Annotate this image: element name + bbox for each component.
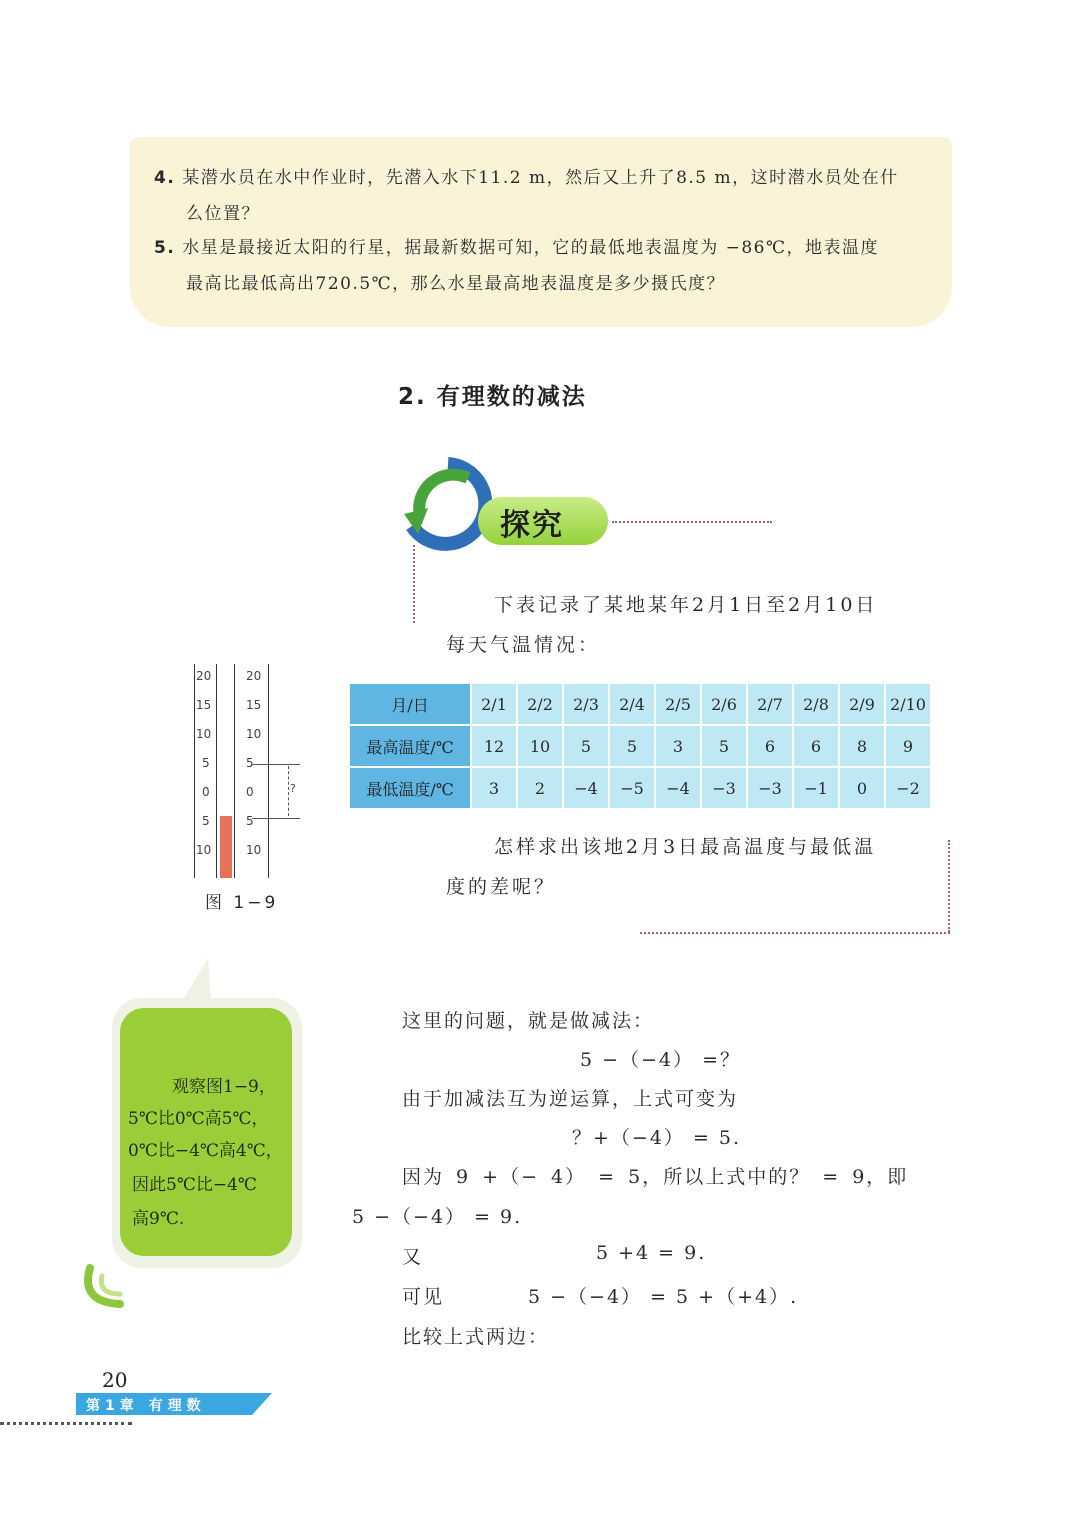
body-line-3: 由于加减法互为逆运算，上式可变为 xyxy=(402,1088,739,1110)
thermometer-mercury xyxy=(220,816,232,878)
body-line-8-expr: 5 −（−4） = 5 +（+4）. xyxy=(528,1286,799,1308)
body-line-9: 比较上式两边： xyxy=(402,1326,550,1348)
table-cell: 0 xyxy=(839,767,885,809)
body-line-2: 5 −（−4） =？ xyxy=(580,1049,742,1071)
thermometer-right-inner xyxy=(234,664,235,878)
gap-label: ? xyxy=(290,782,296,795)
table-cell: −4 xyxy=(655,767,701,809)
table-cell: −3 xyxy=(747,767,793,809)
figure-caption: 图 1−9 xyxy=(205,893,279,913)
thermometer-left-inner xyxy=(216,664,217,878)
table-cell: 3 xyxy=(655,725,701,767)
right-tick: 20 xyxy=(246,669,262,683)
explore-intro-line1: 下表记录了某地某年2月1日至2月10日 xyxy=(494,594,878,616)
table-cell: 9 xyxy=(885,725,931,767)
table-header-cell: 最高温度/℃ xyxy=(349,725,471,767)
thermometer-left-outer xyxy=(194,664,195,878)
table-date-cell: 2/7 xyxy=(747,683,793,725)
table-date-cell: 2/10 xyxy=(885,683,931,725)
table-cell: 5 xyxy=(609,725,655,767)
bubble-line: 因此5℃比−4℃ xyxy=(132,1175,257,1195)
thermometer-right-outer xyxy=(268,664,269,878)
table-cell: −4 xyxy=(563,767,609,809)
gap-bracket-top xyxy=(252,764,300,765)
speech-bubble-fill xyxy=(120,1008,292,1256)
table-date-cell: 2/6 xyxy=(701,683,747,725)
table-cell: 3 xyxy=(471,767,517,809)
body-line-5: 因为 9 +（− 4） = 5，所以上式中的？ = 9，即 xyxy=(402,1166,909,1188)
body-line-8-label: 可见 xyxy=(402,1286,445,1308)
table-cell: −1 xyxy=(793,767,839,809)
table-cell: 5 xyxy=(563,725,609,767)
exercise-4-number: 4. xyxy=(154,168,176,188)
table-header-cell: 月/日 xyxy=(349,683,471,725)
left-tick: 10 xyxy=(196,727,212,741)
table-date-cell: 2/4 xyxy=(609,683,655,725)
table-cell: 10 xyxy=(517,725,563,767)
bubble-line: 0℃比−4℃高4℃， xyxy=(128,1141,283,1161)
dotted-line-left xyxy=(413,545,415,623)
chapter-label: 第1章 有理数 xyxy=(86,1398,206,1414)
footer-dotted-line xyxy=(0,1422,132,1425)
explore-question-line2: 度的差呢？ xyxy=(446,876,557,898)
table-date-cell: 2/1 xyxy=(471,683,517,725)
left-tick: 5 xyxy=(202,756,210,770)
bubble-line: 5℃比0℃高5℃， xyxy=(128,1109,269,1129)
explore-question-line1: 怎样求出该地2月3日最高温度与最低温 xyxy=(494,836,877,858)
dotted-line-right xyxy=(948,840,950,932)
right-tick: 5 xyxy=(246,756,254,770)
bubble-line: 高9℃. xyxy=(132,1209,185,1229)
left-tick: 10 xyxy=(196,843,212,857)
table-date-cell: 2/2 xyxy=(517,683,563,725)
body-line-7-expr: 5 +4 = 9. xyxy=(596,1242,707,1264)
right-tick: 0 xyxy=(246,785,254,799)
table-date-cell: 2/3 xyxy=(563,683,609,725)
right-tick: 10 xyxy=(246,843,262,857)
table-cell: 6 xyxy=(747,725,793,767)
dotted-line-bottom xyxy=(640,932,950,934)
table-date-cell: 2/5 xyxy=(655,683,701,725)
table-date-cell: 2/8 xyxy=(793,683,839,725)
explore-intro-line2: 每天气温情况： xyxy=(446,634,601,656)
body-line-6: 5 −（−4） = 9. xyxy=(352,1206,523,1228)
body-line-1: 这里的问题，就是做减法： xyxy=(402,1010,655,1032)
body-line-7-label: 又 xyxy=(402,1246,424,1268)
table-row xyxy=(349,683,931,725)
table-cell: 6 xyxy=(793,725,839,767)
table-row xyxy=(349,725,931,767)
page-number: 20 xyxy=(102,1368,128,1392)
dotted-line-top xyxy=(612,521,772,523)
left-tick: 20 xyxy=(196,669,212,683)
thermometer-figure xyxy=(186,660,286,880)
exercise-5-line2: 最高比最低高出720.5℃，那么水星最高地表温度是多少摄氏度？ xyxy=(186,274,726,294)
exercise-4-line2: 么位置？ xyxy=(186,204,260,224)
exercise-5-text: 水星是最接近太阳的行星，据最新数据可知，它的最低地表温度为 −86℃，地表温度 xyxy=(182,238,879,258)
leaf-swirl-icon xyxy=(80,1262,130,1312)
gap-bracket-line xyxy=(288,766,289,816)
table-cell: −5 xyxy=(609,767,655,809)
exercise-5-line1 xyxy=(154,233,879,258)
table-cell: 8 xyxy=(839,725,885,767)
temperature-table xyxy=(348,682,932,810)
table-cell: −2 xyxy=(885,767,931,809)
bubble-line: 观察图1−9， xyxy=(172,1077,276,1097)
explore-label: 探究 xyxy=(500,508,564,543)
left-tick: 0 xyxy=(202,785,210,799)
right-tick: 5 xyxy=(246,814,254,828)
table-cell: 5 xyxy=(701,725,747,767)
exercise-4-line1 xyxy=(154,163,899,188)
table-date-cell: 2/9 xyxy=(839,683,885,725)
table-cell: 2 xyxy=(517,767,563,809)
table-cell: 12 xyxy=(471,725,517,767)
exercise-box xyxy=(130,137,952,327)
right-tick: 10 xyxy=(246,727,262,741)
exercise-4-text: 某潜水员在水中作业时，先潜入水下11.2 m，然后又上升了8.5 m，这时潜水员处在什 xyxy=(182,168,899,188)
table-header-cell: 最低温度/℃ xyxy=(349,767,471,809)
left-tick: 5 xyxy=(202,814,210,828)
table-cell: −3 xyxy=(701,767,747,809)
table-row xyxy=(349,767,931,809)
exercise-5-number: 5. xyxy=(154,238,176,258)
section-title: 2. 有理数的减法 xyxy=(398,384,587,410)
gap-bracket-bottom xyxy=(252,818,300,819)
left-tick: 15 xyxy=(196,698,212,712)
body-line-4: ？+（−4） = 5. xyxy=(572,1127,742,1149)
right-tick: 15 xyxy=(246,698,262,712)
